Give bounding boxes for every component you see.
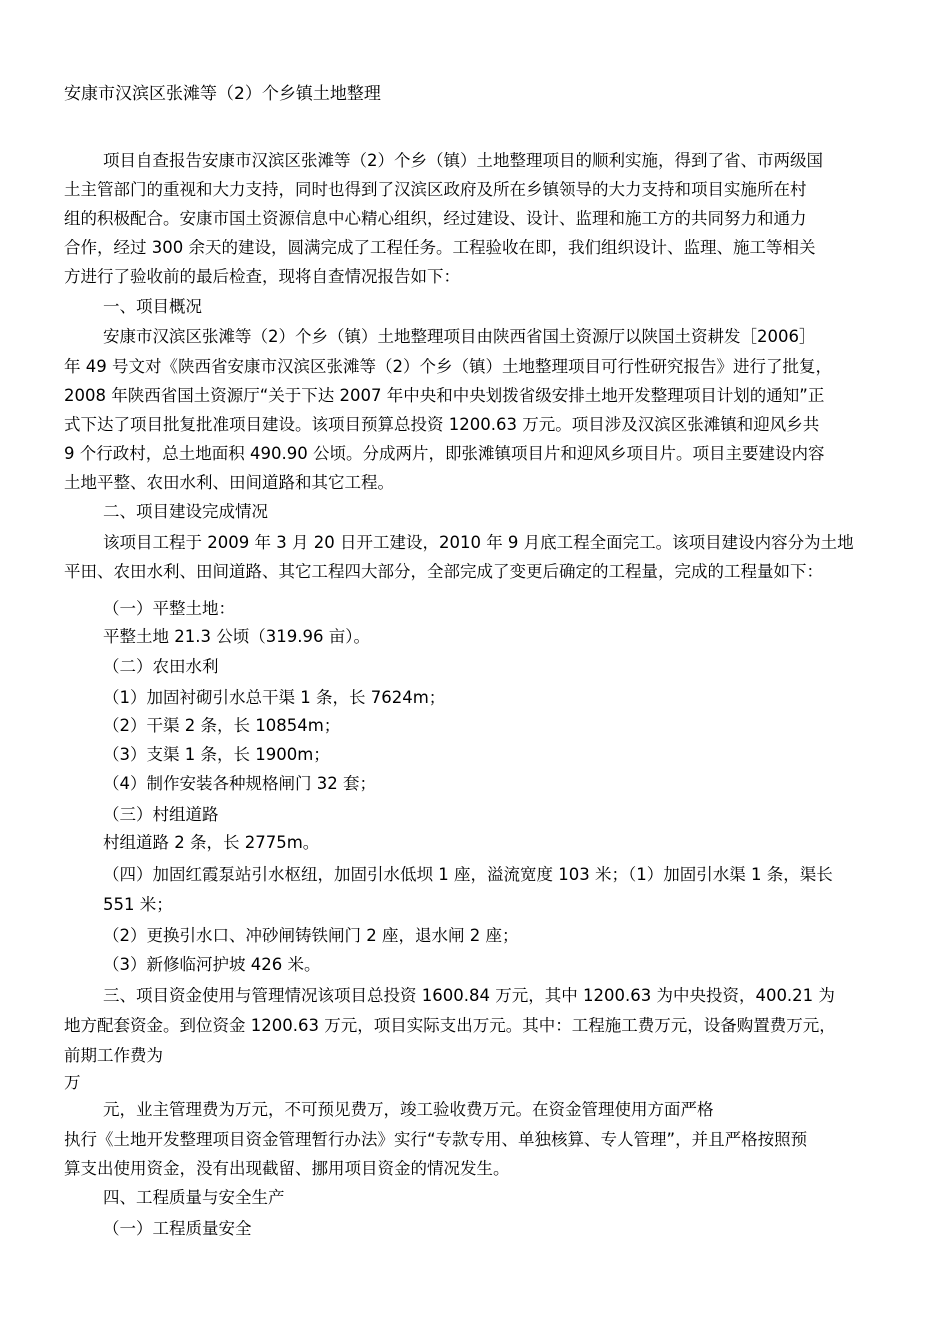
paragraph-line: 该项目工程于 2009 年 3 月 20 日开工建设，2010 年 9 月底工程全面完工。该项目建设内容分为土地 [103, 533, 854, 552]
paragraph-line: 土地平整、农田水利、田间道路和其它工程。 [64, 473, 394, 492]
list-item: （2）干渠 2 条，长 10854m； [103, 716, 341, 735]
subsection-heading: （一）平整土地： [103, 599, 235, 618]
paragraph-line: 三、项目资金使用与管理情况该项目总投资 1600.84 万元，其中 1200.63 为中央投资，400.21 为 [103, 986, 835, 1005]
paragraph-line: 项目自查报告安康市汉滨区张滩等（2）个乡（镇）土地整理项目的顺利实施，得到了省、市两级国 [103, 151, 823, 170]
list-item: 村组道路 2 条，长 2775m。 [103, 833, 320, 852]
list-item: （3）新修临河护坡 426 米。 [103, 955, 321, 974]
paragraph-line: 元，业主管理费为万元，不可预见费万，竣工验收费万元。在资金管理使用方面严格 [103, 1100, 714, 1119]
paragraph-line: 组的积极配合。安康市国土资源信息中心精心组织，经过建设、设计、监理和施工方的共同努力和通力 [64, 209, 807, 228]
list-item: （1）加固衬砌引水总干渠 1 条，长 7624m； [103, 688, 446, 707]
subsection-heading: （三）村组道路 [103, 805, 219, 824]
section-heading: 四、工程质量与安全生产 [103, 1188, 285, 1207]
paragraph-line: 土主管部门的重视和大力支持，同时也得到了汉滨区政府及所在乡镇领导的大力支持和项目实施所在村 [64, 180, 807, 199]
list-item: 平整土地 21.3 公顷（319.96 亩）。 [103, 627, 370, 646]
list-item: 551 米； [103, 895, 173, 914]
paragraph-line: 合作，经过 300 余天的建设，圆满完成了工程任务。工程验收在即，我们组织设计、监理、施工等相关 [64, 238, 816, 257]
subsection-heading: （二）农田水利 [103, 657, 219, 676]
list-item: （四）加固红霞泵站引水枢纽，加固引水低坝 1 座，溢流宽度 103 米；（1）加固引水渠 1 条，渠长 [103, 865, 833, 884]
paragraph-line: 万 [64, 1073, 81, 1092]
paragraph-line: 9 个行政村，总土地面积 490.90 公顷。分成两片，即张滩镇项目片和迎风乡项目片。项目主要建设内容 [64, 444, 825, 463]
paragraph-line: 2008 年陕西省国土资源厅“关于下达 2007 年中央和中央划拨省级安排土地开发整理项目计划的通知”正 [64, 386, 825, 405]
paragraph-line: 年 49 号文对《陕西省安康市汉滨区张滩等（2）个乡（镇）土地整理项目可行性研究报告》进行了批复， [64, 357, 832, 376]
list-item: （3）支渠 1 条，长 1900m； [103, 745, 330, 764]
document-title: 安康市汉滨区张滩等（2）个乡镇土地整理 [64, 84, 381, 104]
list-item: （4）制作安装各种规格闸门 32 套； [103, 774, 376, 793]
section-heading: 二、项目建设完成情况 [103, 502, 268, 521]
paragraph-line: 算支出使用资金，没有出现截留、挪用项目资金的情况发生。 [64, 1159, 510, 1178]
subsection-heading: （一）工程质量安全 [103, 1219, 252, 1238]
paragraph-line: 式下达了项目批复批准项目建设。该项目预算总投资 1200.63 万元。项目涉及汉滨区张滩镇和迎风乡共 [64, 415, 820, 434]
paragraph-line: 执行《土地开发整理项目资金管理暂行办法》实行“专款专用、单独核算、专人管理”，并且严格按照预 [64, 1130, 808, 1149]
paragraph-line: 前期工作费为 [64, 1046, 163, 1065]
section-heading: 一、项目概况 [103, 297, 202, 316]
paragraph-line: 方进行了验收前的最后检查，现将自查情况报告如下： [64, 267, 460, 286]
paragraph-line: 地方配套资金。到位资金 1200.63 万元，项目实际支出万元。其中：工程施工费万元，设备购置费万元， [64, 1016, 836, 1035]
paragraph-line: 平田、农田水利、田间道路、其它工程四大部分，全部完成了变更后确定的工程量，完成的工程量如下： [64, 562, 823, 581]
list-item: （2）更换引水口、冲砂闸铸铁闸门 2 座，退水闸 2 座； [103, 926, 519, 945]
paragraph-line: 安康市汉滨区张滩等（2）个乡（镇）土地整理项目由陕西省国土资源厅以陕国土资耕发［2006］ [103, 327, 816, 346]
